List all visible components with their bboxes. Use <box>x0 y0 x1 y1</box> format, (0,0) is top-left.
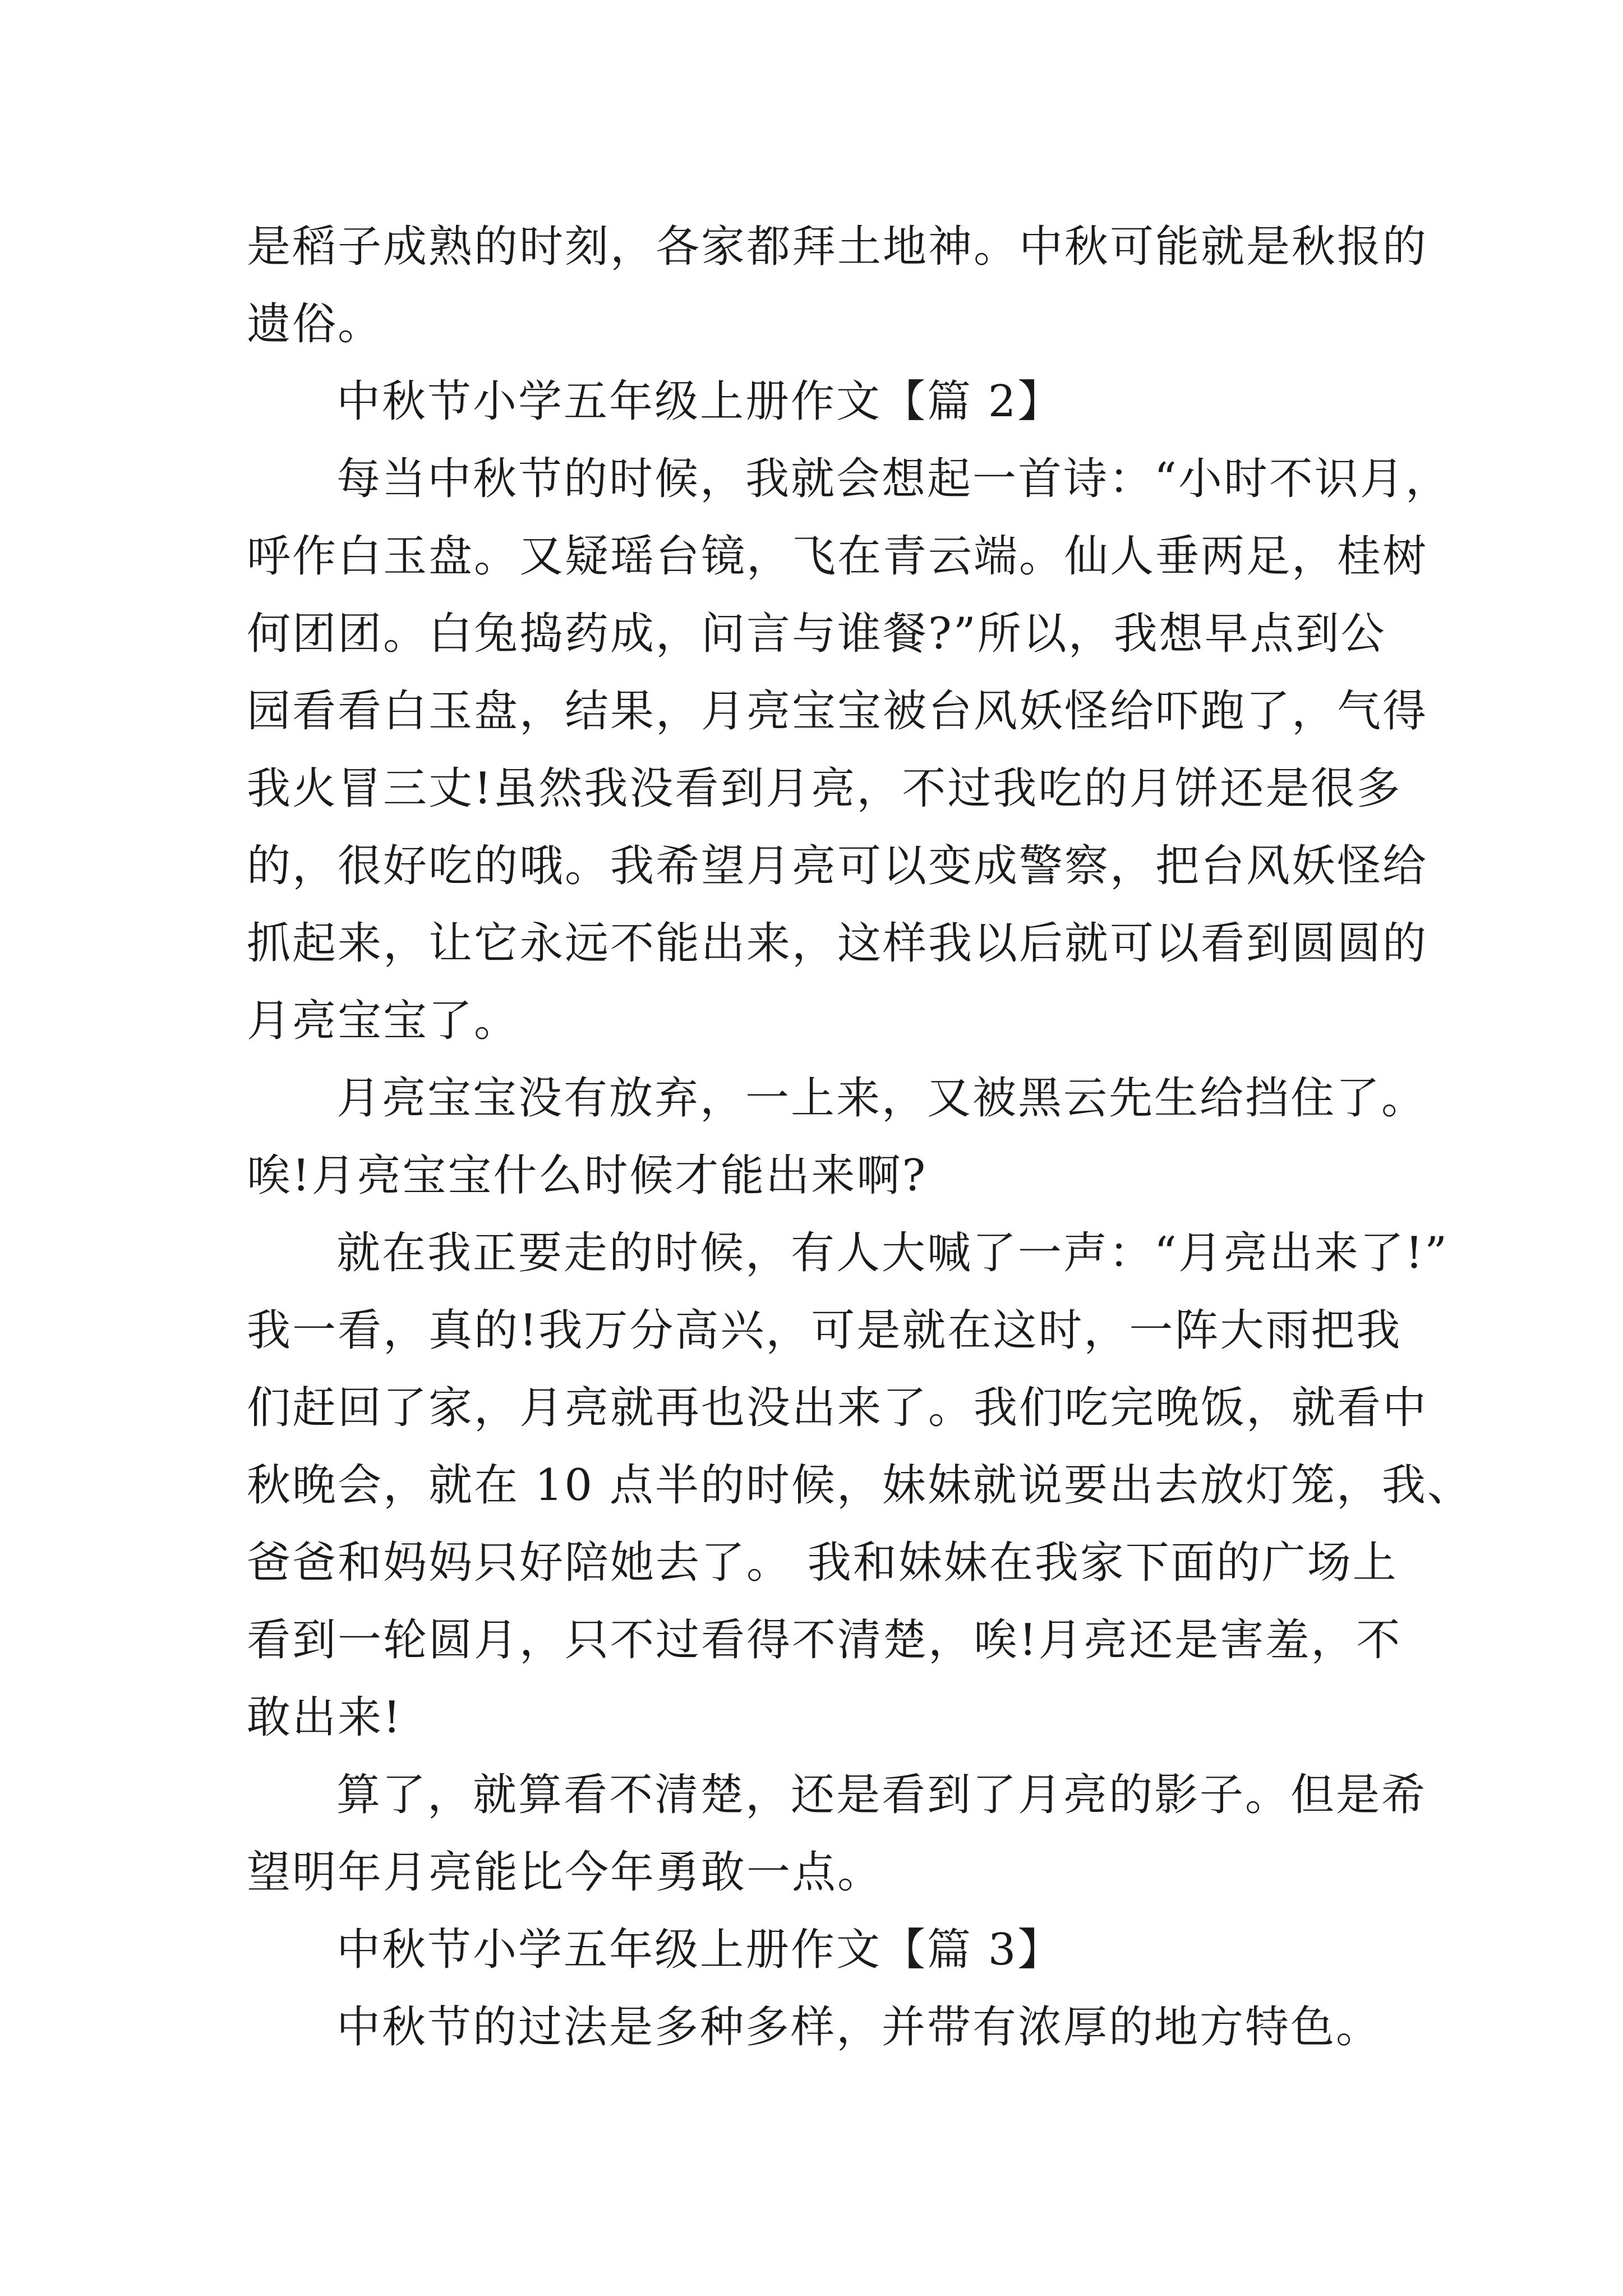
text-line: 中秋节的过法是多种多样，并带有浓厚的地方特色。 <box>336 2002 1382 2053</box>
text-line: 看到一轮圆月，只不过看得不清楚，唉!月亮还是害羞，不 <box>247 1615 1402 1665</box>
text-line: 每当中秋节的时候，我就会想起一首诗：“小时不识月， <box>336 454 1451 504</box>
text-line: 敢出来! <box>247 1692 403 1743</box>
text-line: 何团团。白兔捣药成，问言与谁餐?”所以，我想早点到公 <box>247 609 1386 659</box>
section-heading: 中秋节小学五年级上册作文【篇 3】 <box>336 1925 1063 1975</box>
text-line: 爸爸和妈妈只好陪她去了。 我和妹妹在我家下面的广场上 <box>247 1538 1398 1588</box>
text-line: 我一看，真的!我万分高兴，可是就在这时，一阵大雨把我 <box>247 1305 1402 1356</box>
text-line: 望明年月亮能比今年勇敢一点。 <box>247 1847 883 1898</box>
text-line: 算了，就算看不清楚，还是看到了月亮的影子。但是希 <box>336 1770 1427 1820</box>
text-line: 我火冒三丈!虽然我没看到月亮，不过我吃的月饼还是很多 <box>247 763 1402 814</box>
text-line: 月亮宝宝了。 <box>247 996 520 1046</box>
text-line: 抓起来，让它永远不能出来，这样我以后就可以看到圆圆的 <box>247 918 1428 969</box>
text-line: 唉!月亮宝宝什么时候才能出来啊? <box>247 1151 928 1201</box>
text-line: 们赶回了家，月亮就再也没出来了。我们吃完晚饭，就看中 <box>247 1383 1428 1433</box>
text-line: 月亮宝宝没有放弃，一上来，又被黑云先生给挡住了。 <box>336 1073 1427 1124</box>
text-line: 呼作白玉盘。又疑瑶台镜，飞在青云端。仙人垂两足，桂树 <box>247 531 1428 582</box>
text-line: 就在我正要走的时候，有人大喊了一声：“月亮出来了!” <box>336 1228 1449 1278</box>
text-line: 是稻子成熟的时刻，各家都拜土地神。中秋可能就是秋报的 <box>247 222 1428 272</box>
section-heading: 中秋节小学五年级上册作文【篇 2】 <box>336 376 1063 427</box>
text-line: 的，很好吃的哦。我希望月亮可以变成警察，把台风妖怪给 <box>247 841 1428 891</box>
text-line: 遗俗。 <box>247 299 384 349</box>
text-line: 园看看白玉盘，结果，月亮宝宝被台风妖怪给吓跑了，气得 <box>247 686 1428 737</box>
text-line: 秋晚会，就在 10 点半的时候，妹妹就说要出去放灯笼，我、 <box>247 1460 1473 1511</box>
